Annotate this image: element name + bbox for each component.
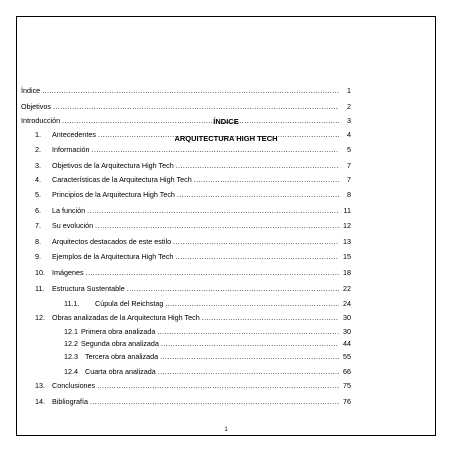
toc-entry-number: 11.1. — [64, 299, 80, 308]
toc-entry — [64, 367, 351, 377]
toc-entry-page: 24 — [343, 299, 351, 308]
toc-entry — [35, 175, 351, 185]
toc-dot-leader — [160, 352, 339, 362]
toc-entry-title: Bibliografía — [52, 397, 88, 406]
toc-entry — [35, 130, 351, 140]
toc-entry — [35, 237, 351, 247]
toc-entry-title: Su evolución — [52, 221, 94, 230]
document-heading: ÍNDICE — [213, 117, 239, 126]
toc-entry — [35, 190, 351, 200]
toc-entry-number: 8. — [35, 237, 41, 246]
toc-dot-leader — [127, 284, 339, 294]
toc-dot-leader — [157, 327, 339, 337]
toc-entry-page: 2 — [347, 102, 351, 111]
toc-entry-number: 14. — [35, 397, 45, 406]
toc-entry-page: 18 — [343, 268, 351, 277]
toc-entry-page: 55 — [343, 352, 351, 361]
document-subheading: ARQUITECTURA HIGH TECH — [174, 134, 278, 143]
toc-entry-page: 30 — [343, 313, 351, 322]
toc-entry-page: 7 — [347, 175, 351, 184]
toc-entry-number: 10. — [35, 268, 45, 277]
toc-entry-title: Cúpula del Reichstag — [95, 299, 164, 308]
toc-entry-number: 12.1 — [64, 327, 78, 336]
toc-dot-leader — [176, 161, 339, 171]
toc-entry-page: 11 — [343, 206, 351, 215]
toc-entry-page: 75 — [343, 381, 351, 390]
toc-dot-leader — [90, 397, 339, 407]
toc-entry-page: 12 — [343, 221, 351, 230]
toc-entry — [21, 116, 351, 126]
toc-entry-page: 4 — [347, 130, 351, 139]
toc-entry — [64, 352, 351, 362]
toc-dot-leader — [175, 252, 339, 262]
toc-entry-title: Cuarta obra analizada — [85, 367, 156, 376]
toc-dot-leader — [62, 116, 339, 126]
toc-entry — [21, 102, 351, 112]
toc-entry-page: 5 — [347, 145, 351, 154]
toc-entry-number: 7. — [35, 221, 41, 230]
document-page — [16, 16, 436, 436]
toc-entry-title: Información — [52, 145, 90, 154]
toc-dot-leader — [53, 102, 339, 112]
toc-dot-leader — [42, 86, 339, 96]
toc-entry-title: Antecedentes — [52, 130, 96, 139]
toc-entry-title: Arquitectos destacados de este estilo — [52, 237, 172, 246]
toc-entry-title: Características de la Arquitectura High Tech — [52, 175, 192, 184]
toc-dot-leader — [202, 313, 339, 323]
toc-entry — [64, 299, 351, 309]
toc-entry — [35, 268, 351, 278]
toc-entry — [35, 252, 351, 262]
toc-entry-page: 30 — [343, 327, 351, 336]
toc-dot-leader — [194, 175, 339, 185]
toc-entry — [64, 339, 351, 349]
toc-entry-number: 12.3 — [64, 352, 78, 361]
toc-entry-title: Imágenes — [52, 268, 84, 277]
toc-entry-number: 12. — [35, 313, 45, 322]
toc-entry-number: 11. — [35, 284, 45, 293]
toc-entry-title: Estructura Sustentable — [52, 284, 125, 293]
toc-entry-number: 12.4 — [64, 367, 78, 376]
toc-entry-page: 13 — [343, 237, 351, 246]
toc-entry-page: 76 — [343, 397, 351, 406]
page-number: 1 — [224, 427, 228, 433]
toc-entry-number: 3. — [35, 161, 41, 170]
toc-entry-page: 44 — [343, 339, 351, 348]
toc-entry-number: 1. — [35, 130, 41, 139]
toc-entry-page: 66 — [343, 367, 351, 376]
toc-dot-leader — [177, 190, 339, 200]
toc-dot-leader — [97, 381, 339, 391]
toc-dot-leader — [165, 299, 339, 309]
toc-dot-leader — [87, 206, 339, 216]
toc-entry — [64, 327, 351, 337]
toc-entry-page: 3 — [347, 116, 351, 125]
toc-entry-title: Ejemplos de la Arquitectura High Tech — [52, 252, 174, 261]
toc-dot-leader — [95, 221, 339, 231]
toc-entry — [35, 284, 351, 294]
toc-entry-title: Tercera obra analizada — [85, 352, 159, 361]
toc-entry-page: 7 — [347, 161, 351, 170]
toc-dot-leader — [92, 145, 339, 155]
toc-entry-title: Obras analizadas de la Arquitectura High Tech — [52, 313, 200, 322]
toc-entry — [35, 145, 351, 155]
toc-entry-title: Conclusiones — [52, 381, 96, 390]
toc-dot-leader — [161, 339, 339, 349]
toc-entry-number: 2. — [35, 145, 41, 154]
toc-entry — [35, 313, 351, 323]
toc-entry-number: 4. — [35, 175, 41, 184]
toc-dot-leader — [158, 367, 339, 377]
toc-entry-title: Segunda obra analizada — [81, 339, 159, 348]
toc-entry-number: 9. — [35, 252, 41, 261]
toc-entry-title: Índice — [21, 86, 41, 95]
toc-entry — [35, 221, 351, 231]
toc-entry-number: 5. — [35, 190, 41, 199]
toc-entry-page: 15 — [343, 252, 351, 261]
toc-entry-title: Primera obra analizada — [81, 327, 156, 336]
toc-entry-page: 22 — [343, 284, 351, 293]
toc-entry — [21, 86, 351, 96]
toc-entry-title: Introducción — [21, 116, 61, 125]
toc-entry-title: Principios de la Arquitectura High Tech — [52, 190, 175, 199]
toc-dot-leader — [86, 268, 339, 278]
toc-dot-leader — [173, 237, 339, 247]
toc-entry-page: 8 — [347, 190, 351, 199]
toc-entry — [35, 206, 351, 216]
toc-entry-number: 13. — [35, 381, 45, 390]
toc-entry-title: Objetivos de la Arquitectura High Tech — [52, 161, 174, 170]
toc-entry-title: La función — [52, 206, 86, 215]
toc-entry-title: Objetivos — [21, 102, 51, 111]
toc-dot-leader — [98, 130, 339, 140]
toc-entry-number: 6. — [35, 206, 41, 215]
toc-entry — [35, 397, 351, 407]
toc-entry-page: 1 — [347, 86, 351, 95]
toc-entry — [35, 381, 351, 391]
toc-entry — [35, 161, 351, 171]
toc-entry-number: 12.2 — [64, 339, 78, 348]
